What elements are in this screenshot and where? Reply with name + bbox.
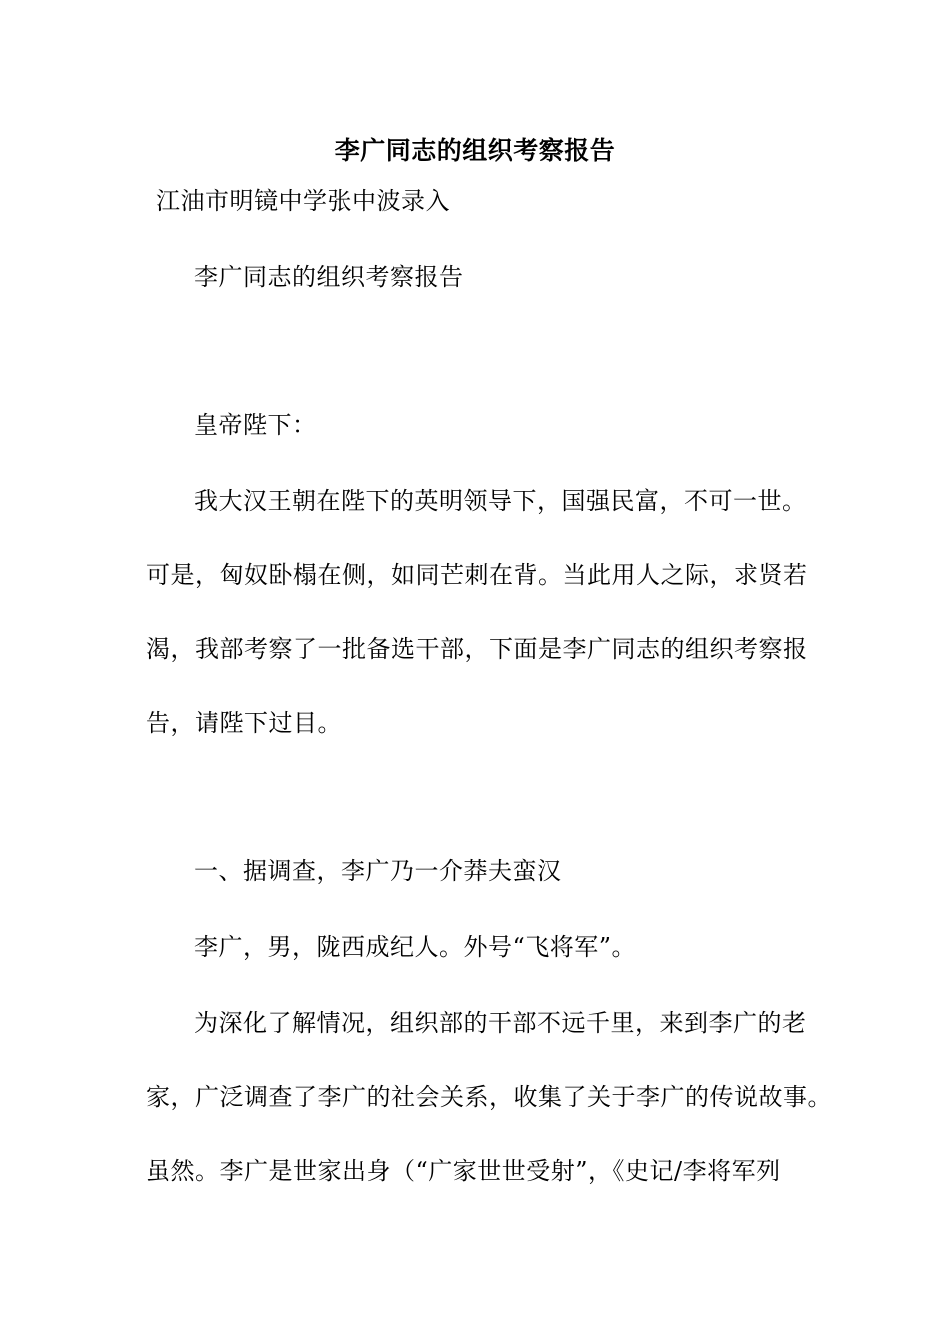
salutation: 皇帝陛下： (194, 411, 317, 439)
paragraph-line: 我大汉王朝在陛下的英明领导下，国强民富，不可一世。 (194, 487, 807, 515)
author-line: 江油市明镜中学张中波录入 (156, 187, 450, 215)
paragraph-line: 渴，我部考察了一批备选干部，下面是李广同志的组织考察报 (146, 635, 808, 663)
paragraph-line: 李广，男，陇西成纪人。外号“飞将军”。 (194, 933, 637, 961)
paragraph-line: 告，请陛下过目。 (146, 709, 342, 737)
section-heading: 一、据调查，李广乃一介莽夫蛮汉 (194, 857, 562, 885)
report-subtitle: 李广同志的组织考察报告 (194, 263, 464, 291)
paragraph-line: 家，广泛调查了李广的社会关系，收集了关于李广的传说故事。 (146, 1083, 832, 1111)
paragraph-line: 可是，匈奴卧榻在侧，如同芒刺在背。当此用人之际，求贤若 (146, 561, 808, 589)
paragraph-line: 为深化了解情况，组织部的干部不远千里，来到李广的老 (194, 1009, 807, 1037)
document-title: 李广同志的组织考察报告 (334, 136, 616, 165)
paragraph-line: 虽然。李广是世家出身（“广家世世受射”，《史记/李将军列 (146, 1157, 781, 1185)
